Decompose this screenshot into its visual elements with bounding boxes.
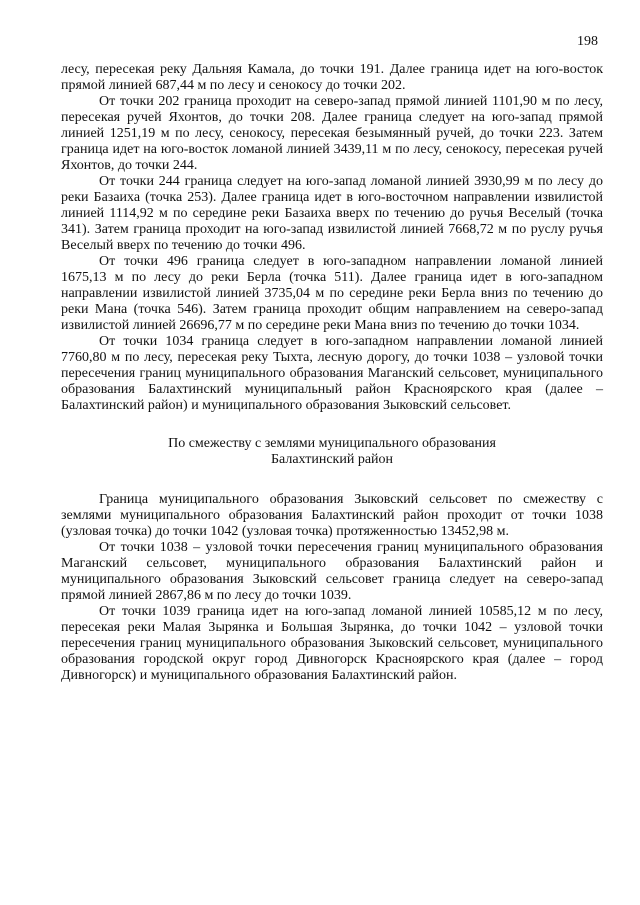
section-heading-line-2: Балахтинский район <box>270 452 394 467</box>
paragraph-point-1034: От точки 1034 граница следует в юго-западном направлении ломаной линией 7760,80 м по лесу, пересекая реку Тыхта, лесную дорогу, до точки 1038 – узловой точки пересечения границ муниципального образования Маганский сельсовет, муниципального образования Балахтинский муниципальный район Красноярского края (далее – Балахтинский район) и муниципального образования Зыковский сельсовет. <box>61 334 603 413</box>
paragraph-point-1038: От точки 1038 – узловой точки пересечения границ муниципального образования Маганский сельсовет, муниципального образования Балахтинский район и муниципального образования Зыковский сельсовет граница следует на северо-запад прямой линией 2867,86 м по лесу до точки 1039. <box>61 540 603 603</box>
paragraph-point-496: От точки 496 граница следует в юго-западном направлении ломаной линией 1675,13 м по лесу до реки Берла (точка 511). Далее граница идет в юго-западном направлении извилистой линией 3735,04 м по середине реки Берла вниз по течению до реки Мана (точка 546). Затем граница проходит общим направлением на северо-запад извилистой линией 26696,77 м по середине реки Мана вниз по течению до точки 1034. <box>61 254 603 333</box>
section-heading-line-1: По смежеству с землями муниципального образования <box>168 436 496 451</box>
page-number: 198 <box>577 34 598 49</box>
paragraph-continuation: лесу, пересекая реку Дальняя Камала, до точки 191. Далее граница идет на юго-восток прямой линией 687,44 м по лесу и сенокосу до точки 202. <box>61 62 603 93</box>
document-body <box>61 62 603 684</box>
paragraph-point-244: От точки 244 граница следует на юго-запад ломаной линией 3930,99 м по лесу до реки Базаиха (точка 253). Далее граница идет в юго-восточном направлении извилистой линией 1114,92 м по середине реки Базаиха вверх по течению до ручья Веселый (точка 341). Затем граница проходит на юго-запад извилистой линией 7668,72 м по руслу ручья Веселый вверх по течению до точки 496. <box>61 174 603 253</box>
paragraph-boundary-summary: Граница муниципального образования Зыковский сельсовет по смежеству с землями муниципального образования Балахтинский район проходит от точки 1038 (узловая точка) до точки 1042 (узловая точка) протяженностью 13452,98 м. <box>61 492 603 539</box>
section-heading <box>61 436 603 468</box>
paragraph-point-1039: От точки 1039 граница идет на юго-запад ломаной линией 10585,12 м по лесу, пересекая реки Малая Зырянка и Большая Зырянка, до точки 1042 – узловой точки пересечения границ муниципального образования Зыковский сельсовет, муниципального образования городской округ город Дивногорск Красноярского края (далее – город Дивногорск) и муниципального образования Балахтинский район. <box>61 604 603 683</box>
paragraph-point-202: От точки 202 граница проходит на северо-запад прямой линией 1101,90 м по лесу, пересекая ручей Яхонтов, до точки 208. Далее граница следует на юго-запад прямой линией 1251,19 м по лесу, сенокосу, пересекая безымянный ручей, до точки 223. Затем граница идет на юго-восток ломаной линией 3439,11 м по лесу, сенокосу, пересекая ручей Яхонтов, до точки 244. <box>61 94 603 173</box>
